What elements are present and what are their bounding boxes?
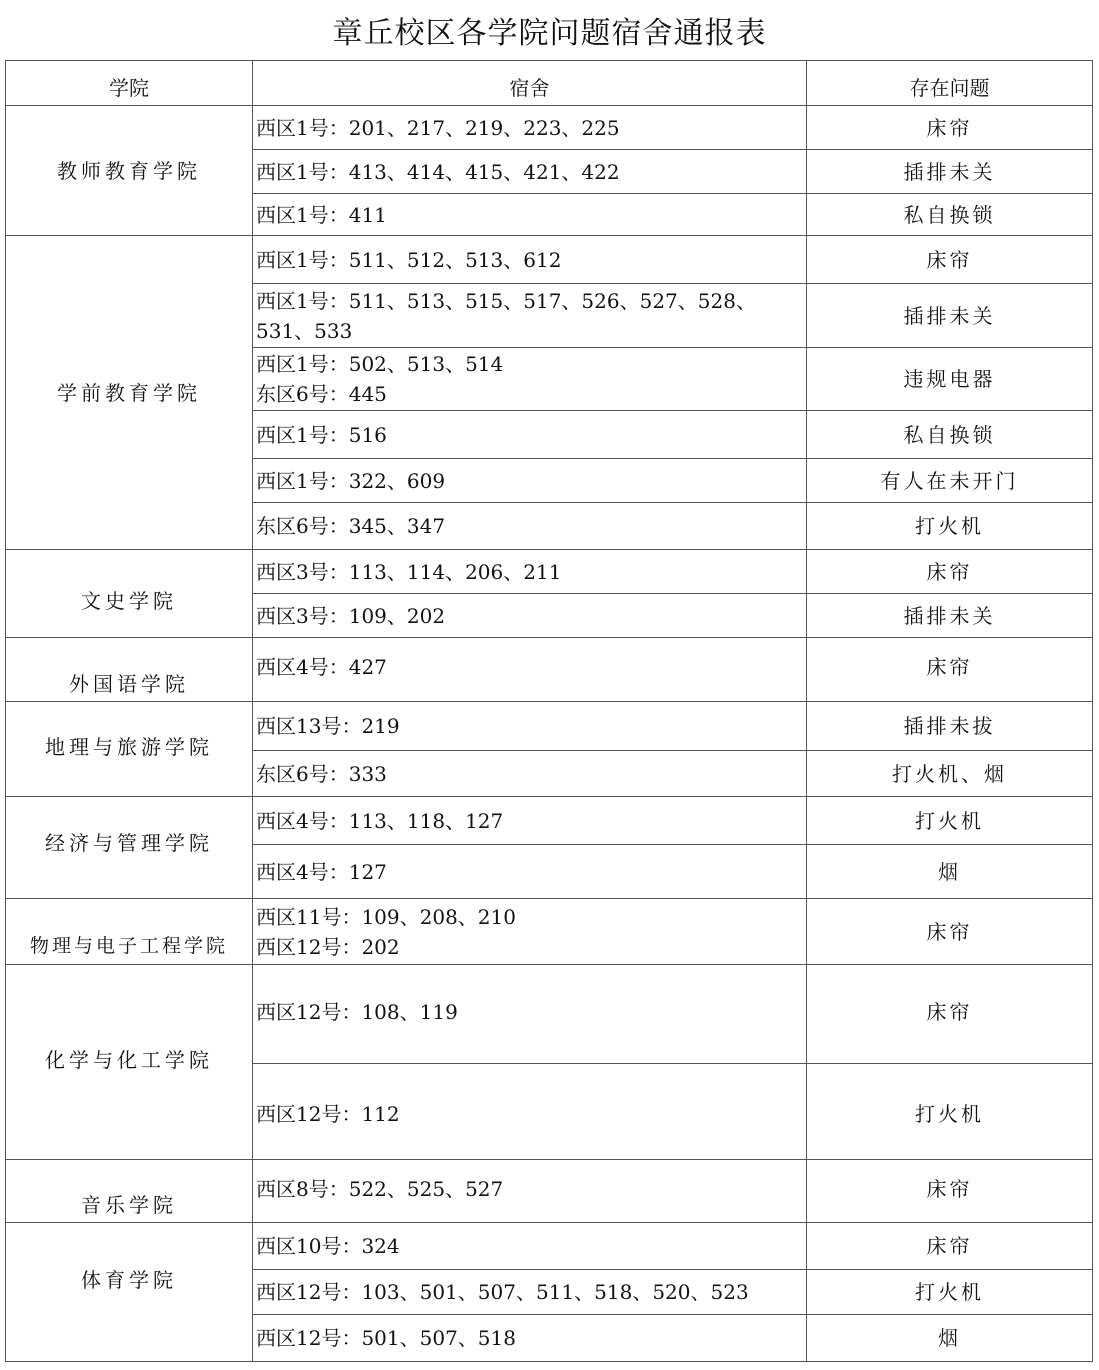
dorm-cell: 西区13号：219 [253, 702, 807, 751]
table-row [6, 550, 1093, 594]
dorm-cell: 西区1号：516 [253, 411, 807, 459]
table-row [6, 899, 1093, 965]
issue-cell: 床帘 [807, 106, 1093, 150]
issue-cell: 床帘 [807, 550, 1093, 594]
table-row [6, 106, 1093, 150]
issue-cell: 私自换锁 [807, 411, 1093, 459]
dorm-cell: 西区3号：109、202 [253, 594, 807, 638]
dorm-cell: 西区3号：113、114、206、211 [253, 550, 807, 594]
college-cell: 化学与化工学院 [6, 965, 253, 1160]
college-cell: 外国语学院 [6, 638, 253, 702]
issue-cell: 插排未关 [807, 284, 1093, 348]
dorm-cell: 西区1号：502、513、514 东区6号：445 [253, 348, 807, 411]
table-row [6, 797, 1093, 845]
dorm-cell: 西区12号：103、501、507、511、518、520、523 [253, 1270, 807, 1315]
issue-cell: 床帘 [807, 1223, 1093, 1270]
issue-cell: 床帘 [807, 236, 1093, 284]
header-college: 学院 [6, 61, 253, 106]
issue-cell: 打火机、烟 [807, 751, 1093, 797]
dorm-cell: 西区1号：411 [253, 194, 807, 236]
table-row [6, 236, 1093, 284]
dorm-cell: 西区1号：413、414、415、421、422 [253, 150, 807, 194]
issue-cell: 打火机 [807, 503, 1093, 550]
issue-cell: 插排未关 [807, 594, 1093, 638]
issue-cell: 打火机 [807, 1064, 1093, 1160]
issue-cell: 插排未关 [807, 150, 1093, 194]
college-cell: 音乐学院 [6, 1160, 253, 1223]
issue-cell: 床帘 [807, 899, 1093, 965]
header-row [6, 61, 1093, 106]
dorm-report-table [5, 60, 1093, 1362]
college-cell: 物理与电子工程学院 [6, 899, 253, 965]
college-cell: 经济与管理学院 [6, 797, 253, 899]
issue-cell: 插排未拔 [807, 702, 1093, 751]
college-cell: 体育学院 [6, 1223, 253, 1362]
college-cell: 地理与旅游学院 [6, 702, 253, 797]
issue-cell: 烟 [807, 845, 1093, 899]
issue-cell: 违规电器 [807, 348, 1093, 411]
issue-cell: 床帘 [807, 638, 1093, 702]
college-cell: 学前教育学院 [6, 236, 253, 550]
issue-cell: 床帘 [807, 965, 1093, 1064]
dorm-cell: 西区4号：113、118、127 [253, 797, 807, 845]
issue-cell: 打火机 [807, 1270, 1093, 1315]
table-row [6, 702, 1093, 751]
dorm-cell: 东区6号：333 [253, 751, 807, 797]
issue-cell: 烟 [807, 1315, 1093, 1362]
dorm-cell: 西区1号：511、512、513、612 [253, 236, 807, 284]
dorm-cell: 西区4号：427 [253, 638, 807, 702]
dorm-cell: 西区1号：201、217、219、223、225 [253, 106, 807, 150]
header-issue: 存在问题 [807, 61, 1093, 106]
issue-cell: 有人在未开门 [807, 459, 1093, 503]
dorm-cell: 西区12号：108、119 [253, 965, 807, 1064]
dorm-cell: 西区12号：112 [253, 1064, 807, 1160]
dorm-cell: 西区11号：109、208、210 西区12号：202 [253, 899, 807, 965]
dorm-cell: 西区8号：522、525、527 [253, 1160, 807, 1223]
page-title: 章丘校区各学院问题宿舍通报表 [332, 16, 767, 51]
table-row [6, 638, 1093, 702]
header-dorm: 宿舍 [253, 61, 807, 106]
issue-cell: 床帘 [807, 1160, 1093, 1223]
dorm-cell: 西区4号：127 [253, 845, 807, 899]
college-cell: 文史学院 [6, 550, 253, 638]
issue-cell: 私自换锁 [807, 194, 1093, 236]
dorm-cell: 西区1号：511、513、515、517、526、527、528、531、533 [253, 284, 807, 348]
dorm-cell: 西区10号：324 [253, 1223, 807, 1270]
issue-cell: 打火机 [807, 797, 1093, 845]
table-row [6, 1223, 1093, 1270]
college-cell: 教师教育学院 [6, 106, 253, 236]
dorm-cell: 西区1号：322、609 [253, 459, 807, 503]
dorm-cell: 西区12号：501、507、518 [253, 1315, 807, 1362]
dorm-cell: 东区6号：345、347 [253, 503, 807, 550]
table-row [6, 965, 1093, 1064]
table-row [6, 1160, 1093, 1223]
